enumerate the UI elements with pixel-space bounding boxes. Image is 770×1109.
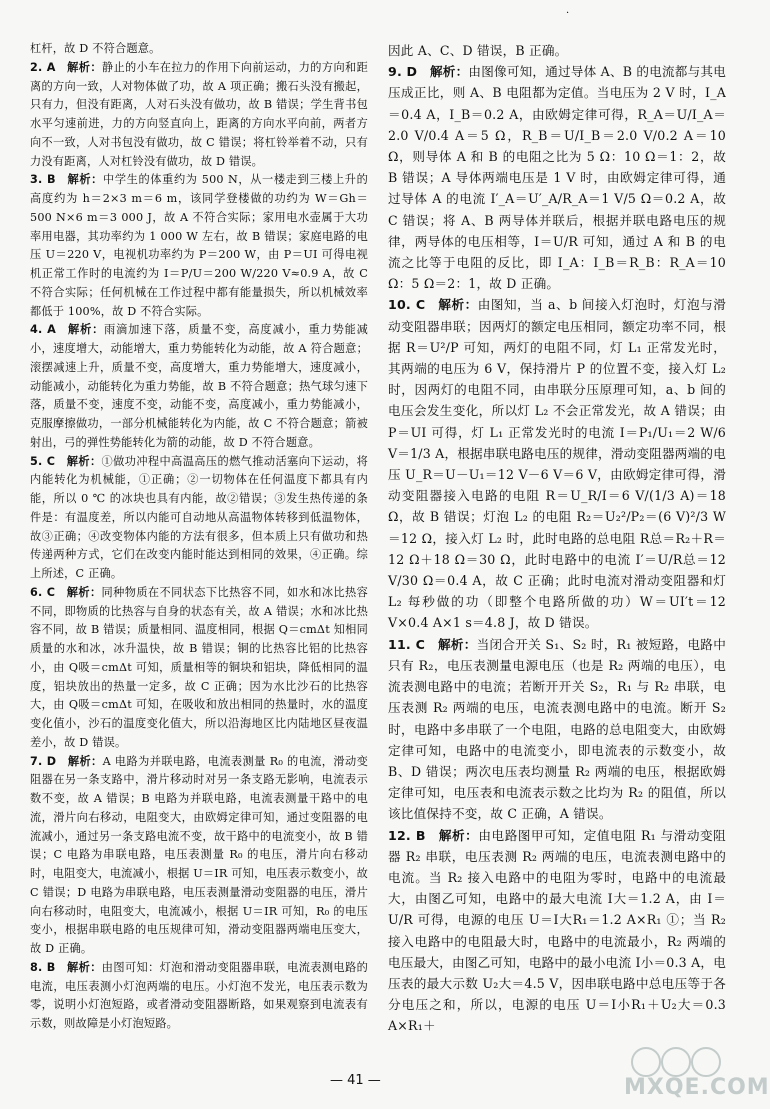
- answer-number: 11. C: [388, 636, 426, 652]
- answer-number: 2. A: [30, 60, 56, 74]
- explanation-label: 解析：: [437, 636, 477, 652]
- answer-text: 由图可知：灯泡和滑动变阻器串联，电流表测电路的电流，电压表测小灯泡两端的电压。小灯泡不发光，电压表示数为零，说明小灯泡短路，或者滑动变阻器断路，如果观察到电流表有示数，则故障是小灯泡短路。: [30, 960, 368, 1030]
- explanation-label: 解析：: [438, 827, 479, 843]
- top-mark: ·: [566, 8, 570, 19]
- right-column: [388, 40, 726, 1037]
- answer-item: [30, 453, 368, 584]
- answer-item: [30, 59, 368, 172]
- answer-text: 当闭合开关 S₁、S₂ 时，R₁ 被短路，电路中只有 R₂，电压表测量电源电压（也是 R₂ 两端的电压），电流表测电路中的电流；若断开开关 S₂，R₁ 与 R₂ 串联，电压表测 R₂ 两端的电压，电流表测电路中的电流。断开 S₂ 时，电路中多串联了一个电阻，电路的总电阻变大，由欧姆定律可知，电路中的电流变小，即电流表的示数变小，故 B、D 错误；两次电压表均测量 R₂ 两端的电压，根据欧姆定律可知，电压表和电流表示数之比均为 R₂ 的阻值，所以该比值保持不变，故 C 正确，A 错误。: [388, 636, 726, 822]
- answer-item: [388, 40, 726, 61]
- answer-item: [30, 753, 368, 959]
- answer-text: 因此 A、C、D 错误，B 正确。: [388, 43, 568, 58]
- answer-number: 3. B: [30, 173, 56, 187]
- explanation-label: 解析：: [67, 754, 103, 768]
- answer-number: 10. C: [388, 297, 426, 313]
- explanation-label: 解析：: [66, 960, 102, 974]
- answer-item: [30, 40, 368, 59]
- page-number: — 41 —: [330, 1073, 381, 1088]
- explanation-label: 解析：: [430, 64, 469, 80]
- answer-text: ①做功冲程中高温高压的燃气推动活塞向下运动，将内能转化为机械能，①正确；②一切物体在任何温度下都具有内能，所以 0 ℃ 的冰块也具有内能，故②错误；③发生热传递的条件是：有温度差，所以内能可自动地从高温物体转移到低温物体，故③正确；④改变物体内能的方法有很多，但本质上只有做功和热传递两种方式，它们在改变内能时能达到相同的效果，④正确。综上所述，C 正确。: [30, 454, 368, 580]
- answer-text: A 电路为并联电路，电流表测量 R₀ 的电流，滑动变阻器在另一条支路中，滑片移动时对另一条支路无影响，电流表示数不变，故 A 错误；B 电路为并联电路，电流表测量干路中的电流，滑片向右移动，电阻变大，由欧姆定律可知，通过变阻器的电流减小，通过另一条支路电流不变，故干路中的电流变小，故 B 错误；C 电路为串联电路，电压表测量 R₀ 的电压，滑片向右移动时，电阻变大，电流减小，根据 U＝IR 可知，电压表示数变小，故 C 错误；D 电路为串联电路，电压表测量滑动变阻器的电压，滑片向右移动时，电阻变大，电流减小，根据 U＝IR 可知，R₀ 的电压变小，根据串联电路的电压规律可知，滑动变阻器两端电压变大，故 D 正确。: [30, 754, 368, 955]
- explanation-label: 解析：: [66, 60, 102, 74]
- answer-text: 静止的小车在拉力的作用下向前运动，力的方向和距离的方向一致，人对物体做了功，故 A 项正确；搬石头没有搬起，只有力，但没有距离，人对石头没有做功，故 B 错误；学生背书包水平匀速前进，力的方向竖直向上，距离的方向水平向前，两者方向不一致，人对书包没有做功，故 C 错误；将杠铃举着不动，只有力没有距离，人对杠铃没有做功，故 D 错误。: [30, 60, 368, 168]
- watermark-logo: [624, 1045, 770, 1105]
- explanation-label: 解析：: [67, 173, 104, 187]
- answer-item: [30, 321, 368, 452]
- answer-item: [388, 634, 726, 825]
- answer-number: 5. C: [30, 454, 56, 468]
- explanation-label: 解析：: [66, 454, 102, 468]
- answer-text: 由图知，当 a、b 间接入灯泡时，灯泡与滑动变阻器串联；因两灯的额定电压相同，额定功率不同，根据 R＝U²/P 可知，两灯的电阻不同，灯 L₁ 正常发光时，其两端的电压为 6 V，保持滑片 P 的位置不变，接入灯 L₂ 时，因两灯的电阻不同，由串联分压原理可知，a、b 间的电压会发生变化，所以灯 L₂ 不会正常发光，故 A 错误；由 P＝UI 可得，灯 L₁ 正常发光时的电流 I＝P₁/U₁＝2 W/6 V＝1/3 A，根据串联电路电压的规律，滑动变阻器两端的电压 U_R＝U－U₁＝12 V－6 V＝6 V，由欧姆定律可得，滑动变阻器接入电路的电阻 R＝U_R/I＝6 V/(1/3 A)＝18 Ω，故 B 错误；灯泡 L₂ 的电阻 R₂＝U₂²/P₂＝(6 V)²/3 W＝12 Ω，接入灯 L₂ 时，此时电路的总电阻 R总＝R₂＋R＝12 Ω＋18 Ω＝30 Ω，此时电路中的电流 I′＝U/R总＝12 V/30 Ω＝0.4 A，故 C 正确；此时电流对滑动变阻器和灯 L₂ 每秒做的功（即整个电路所做的功）W＝UI′t＝12 V×0.4 A×1 s＝4.8 J，故 D 错误。: [388, 297, 727, 631]
- answer-item: [388, 61, 726, 294]
- answer-item: [30, 959, 368, 1034]
- answer-number: 9. D: [388, 64, 418, 80]
- answer-number: 12. B: [388, 827, 426, 843]
- answer-text: 杠杆，故 D 不符合题意。: [30, 42, 161, 55]
- answer-item: [388, 294, 726, 633]
- watermark-seal-icon: [624, 1045, 744, 1079]
- left-column: [30, 40, 368, 1034]
- answer-item: [30, 584, 368, 753]
- answer-text: 由图像可知，通过导体 A、B 的电流都与其电压成正比，则 A、B 电阻都为定值。当电压为 2 V 时，I_A＝0.4 A，I_B＝0.2 A，由欧姆定律可得，R_A＝U/I_A＝2.0 V/0.4 A＝5 Ω，R_B＝U/I_B＝2.0 V/0.2 A＝10 Ω，则导体 A 和 B 的电阻之比为 5 Ω：10 Ω＝1：2，故 B 错误；A 导体两端电压是 1 V 时，由欧姆定律可得，通过导体 A 的电流 I′_A＝U′_A/R_A＝1 V/5 Ω＝0.2 A，故 C 错误；将 A、B 两导体并联后，根据并联电路电压的规律，两导体的电压相等，I＝U/R 可知，通过 A 和 B 的电流之比等于电阻的反比，即 I_A：I_B＝R_B：R_A＝10 Ω：5 Ω＝2：1，故 D 正确。: [388, 64, 727, 292]
- explanation-label: 解析：: [66, 585, 102, 599]
- answer-item: [388, 825, 726, 1037]
- answer-text: 中学生的体重约为 500 N，从一楼走到三楼上升的高度约为 h＝2×3 m＝6 m，该同学登楼做的功约为 W＝Gh＝500 N×6 m＝3 000 J，故 A 不符合实际；家用电水壶属于大功率用电器，其功率约为 1 000 W 左右，故 B 错误；家庭电路的电压 U＝220 V，电视机功率约为 P＝200 W，由 P＝UI 可得电视机正常工作时的电流约为 I＝P/U＝200 W/220 V≈0.9 A，故 C 不符合实际；任何机械在工作过程中都有能量损失，所以机械效率都低于 100%，故 D 不符合实际。: [30, 173, 368, 318]
- answer-text: 雨滴加速下落，质量不变，高度减小，重力势能减小，速度增大，动能增大，重力势能转化为动能，故 A 符合题意；滚摆减速上升，质量不变，高度增大，重力势能增大，速度减小，动能减小，动能转化为重力势能，故 B 不符合题意；热气球匀速下落，质量不变，速度不变，动能不变，高度减小，重力势能减小，克服摩擦做功，一部分机械能转化为内能，故 C 不符合题意；箭被射出，弓的弹性势能转化为箭的动能，故 D 不符合题意。: [30, 323, 369, 449]
- answer-text: 同种物质在不同状态下比热容不同，如水和冰比热容不同，即物质的比热容与自身的状态有关，故 A 错误；水和冰比热容不同，故 B 错误；质量相同、温度相同，根据 Q＝cmΔt 知相同质量的水和冰，冰升温快，故 B 错误；铜的比热容比铝的比热容小，由 Q吸＝cmΔt 可知，质量相等的铜块和铝块，降低相同的温度，铝块放出的热量一定多，故 C 正确；因为水比沙石的比热容大，由 Q吸＝cmΔt 可知，在吸收和放出相同的热量时，水的温度变化值小，沙石的温度变化值大，所以沿海地区比内陆地区昼夜温差小，故 D 错误。: [30, 585, 368, 749]
- answer-item: [30, 171, 368, 321]
- answer-number: 6. C: [30, 585, 56, 599]
- answer-number: 4. A: [30, 323, 57, 337]
- explanation-label: 解析：: [67, 323, 105, 337]
- answer-number: 7. D: [30, 754, 57, 768]
- answer-number: 8. B: [30, 960, 56, 974]
- answer-text: 由电路图甲可知，定值电阻 R₁ 与滑动变阻器 R₂ 串联，电压表测 R₂ 两端的电压，电流表测电路中的电流。当 R₂ 接入电路中的电阻为零时，电路中的电流最大，由图乙可知，电路中的最大电流 I大＝1.2 A，由 I＝U/R 可得，电源的电压 U＝I大R₁＝1.2 A×R₁ ①；当 R₂ 接入电路中的电阻最大时，电路中的电流最小，R₂ 两端的电压最大，由图乙可知，电路中的最小电流 I小＝0.3 A，电压表的最大示数 U₂大＝4.5 V，因串联电路中总电压等于各分电压之和，所以，电源的电压 U＝I小R₁＋U₂大＝0.3 A×R₁＋: [388, 827, 726, 1034]
- watermark-text: MXQE.COM: [624, 1075, 770, 1100]
- explanation-label: 解析：: [438, 297, 478, 313]
